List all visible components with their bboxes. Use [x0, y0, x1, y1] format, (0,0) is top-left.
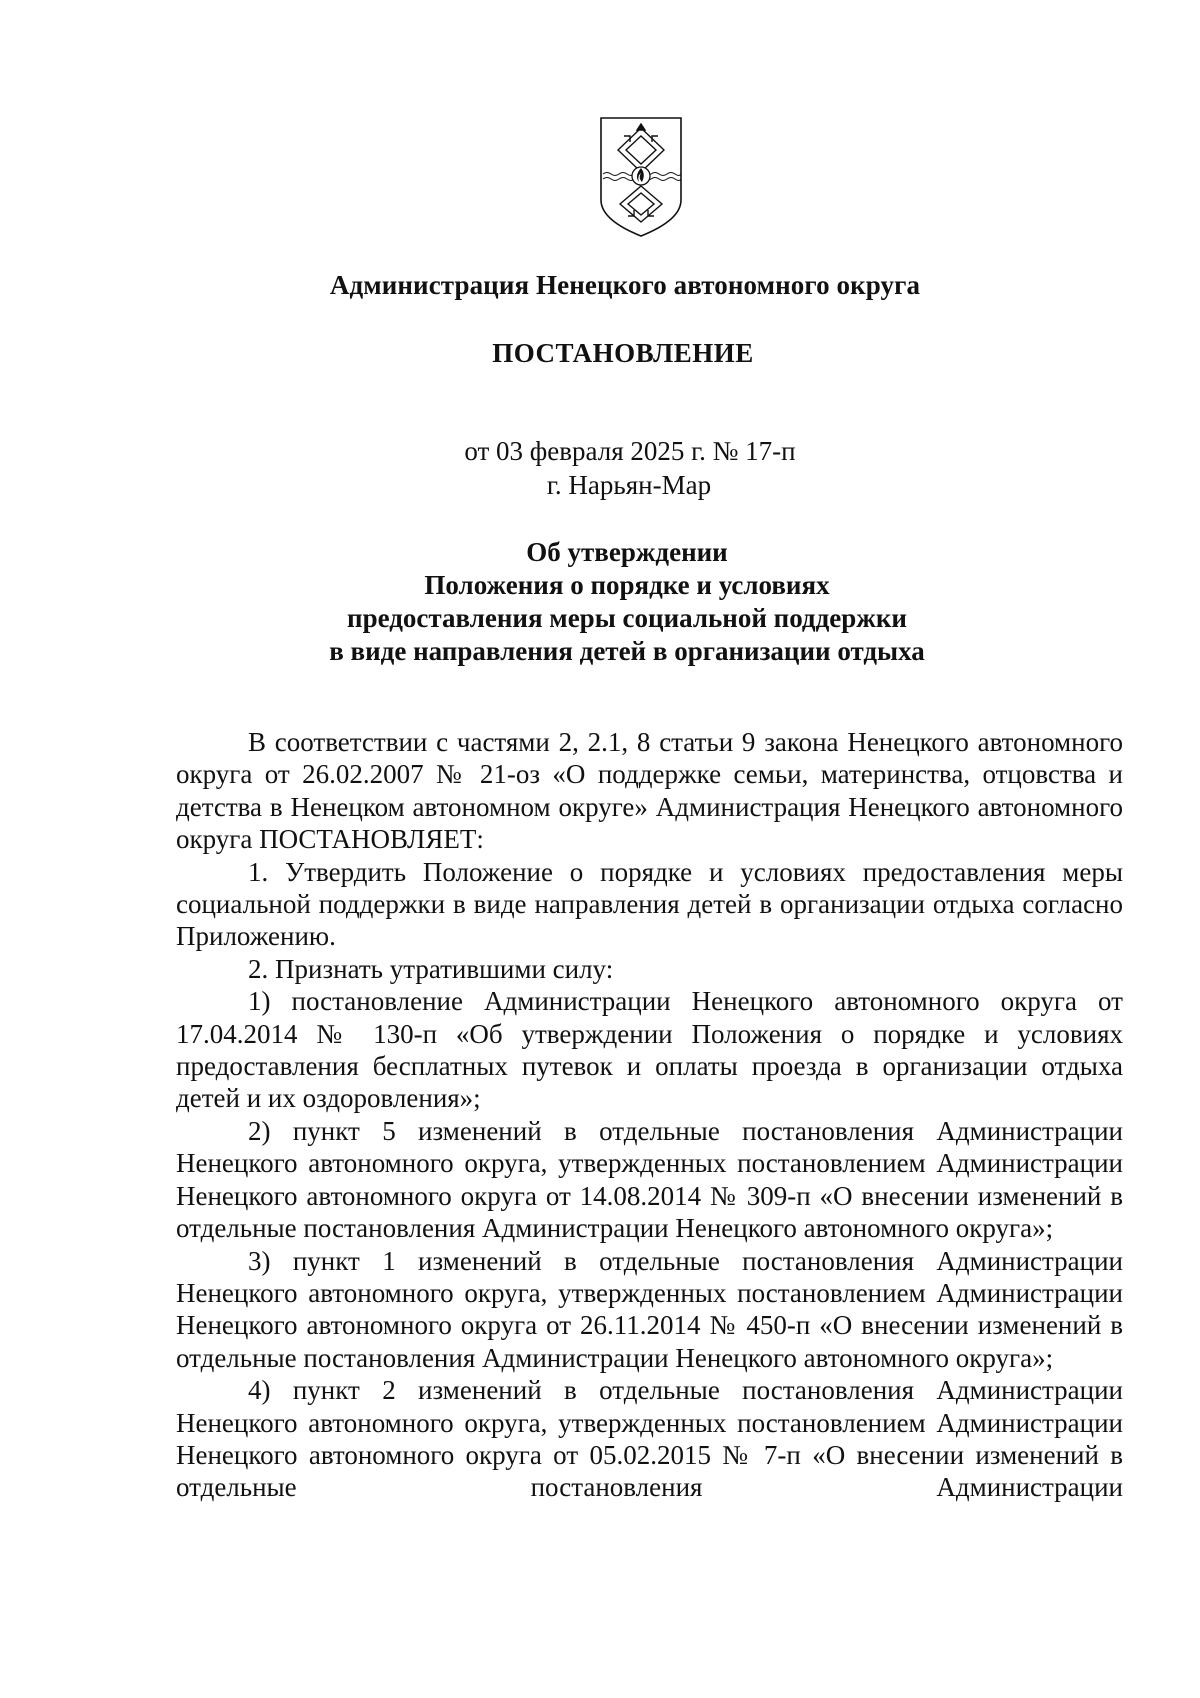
body-paragraph: 1) постановление Администрации Ненецкого автономного округа от 17.04.2014 № 130-п «Об утверждении Положения о порядке и условиях предоставления бесплатных путевок и оплаты проезда в организации отдыха детей и их оздоровления»; [176, 986, 1123, 1114]
date-number: от 03 февраля 2025 г. № 17-п [464, 436, 796, 466]
body-paragraph: 2) пункт 5 изменений в отдельные постановления Администрации Ненецкого автономного округа, утвержденных постановлением Администрации Ненецкого автономного округа от 14.08.2014 № 309-п «О внесении изменений в отдельные постановления Администрации Ненецкого автономного округа»; [176, 1115, 1123, 1244]
subject-line: Положения о порядке и условиях [424, 570, 830, 600]
body-paragraph: 3) пункт 1 изменений в отдельные постановления Администрации Ненецкого автономного округа, утвержденных постановлением Администрации Ненецкого автономного округа от 26.11.2014 № 450-п «О внесении изменений в отдельные постановления Администрации Ненецкого автономного округа»; [176, 1245, 1123, 1373]
document-type: ПОСТАНОВЛЕНИЕ [492, 338, 754, 368]
organization-title: Администрация Ненецкого автономного округа [329, 270, 921, 300]
body-paragraph: 1. Утвердить Положение о порядке и условиях предоставления меры социальной поддержки в виде направления детей в организации отдыха согласно Приложению. [176, 856, 1123, 952]
body-paragraph: В соответствии с частями 2, 2.1, 8 статьи 9 закона Ненецкого автономного округа от 26.02.2007 № 21-оз «О поддержке семьи, материнства, отцовства и детства в Ненецком автономном округе» Администрация Ненецкого автономного округа ПОСТАНОВЛЯЕТ: [176, 727, 1123, 855]
city: г. Нарьян-Мар [546, 470, 712, 500]
body-paragraph: 2. Признать утратившими силу: [248, 953, 614, 984]
nenets-coat-of-arms-icon [598, 116, 684, 238]
subject-line: Об утверждении [526, 537, 728, 567]
body-paragraph: 4) пункт 2 изменений в отдельные постановления Администрации Ненецкого автономного округа, утвержденных постановлением Администрации Ненецкого автономного округа от 05.02.2015 № 7-п «О внесении изменений в отдельные постановления Администрации [176, 1375, 1123, 1503]
document-body [176, 726, 1123, 1504]
document-subject [0, 536, 1200, 668]
subject-line: в виде направления детей в организации отдыха [329, 636, 925, 666]
subject-line: предоставления меры социальной поддержки [347, 603, 907, 633]
